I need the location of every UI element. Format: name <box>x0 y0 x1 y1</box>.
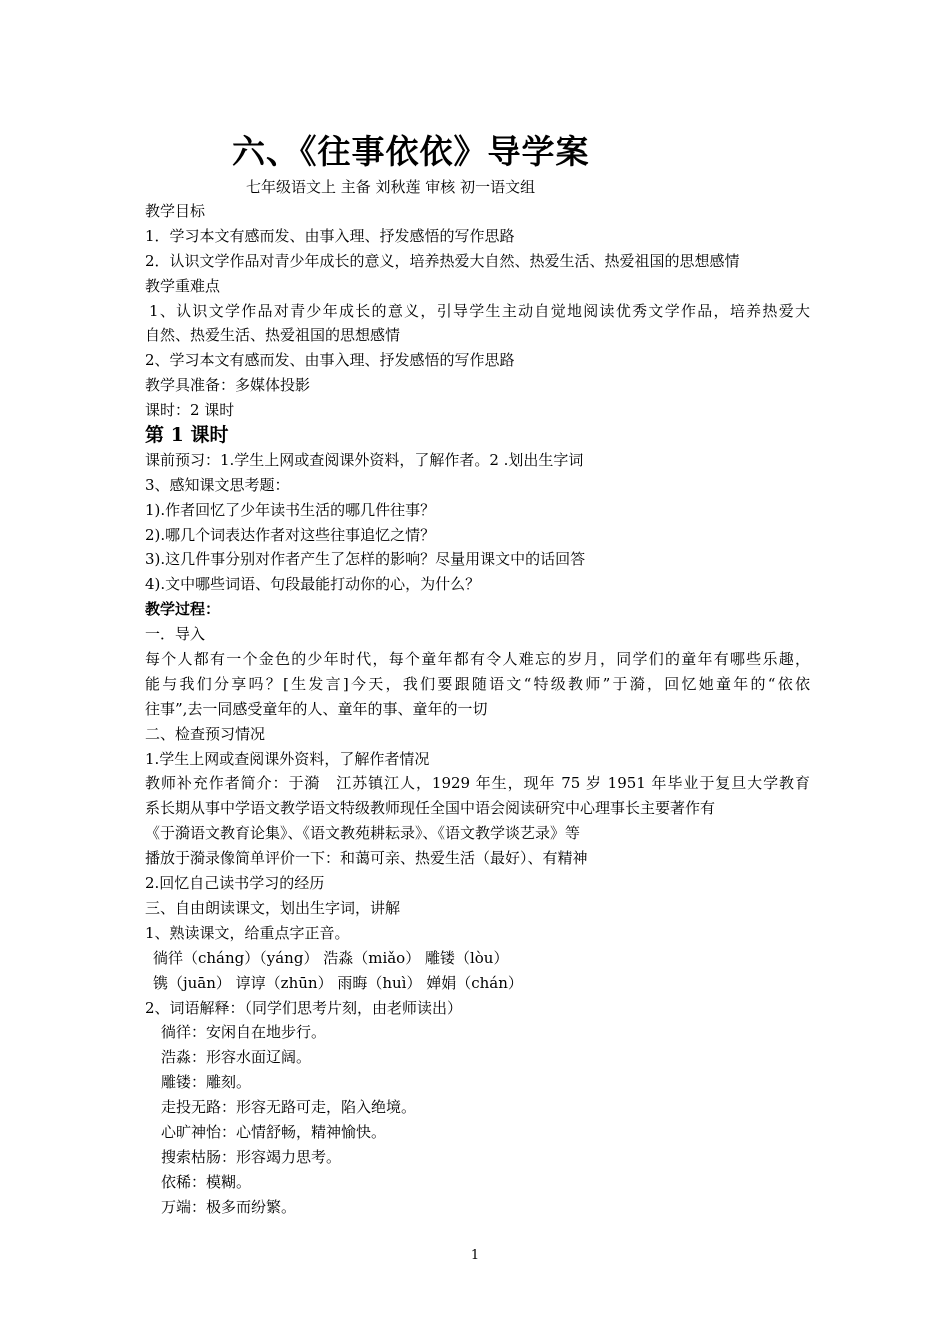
text-line: 3、感知课文思考题： <box>145 475 290 494</box>
document-body <box>145 199 810 1220</box>
question-line: 4).文中哪些词语、句段最能打动你的心，为什么？ <box>145 575 481 594</box>
text-line: 自然、热爱生活、热爱祖国的思想感情 <box>145 326 401 345</box>
definition-line: 万端：极多而纷繁。 <box>161 1197 297 1216</box>
definition-line: 搜索枯肠：形容竭力思考。 <box>161 1147 342 1166</box>
definition-line: 雕镂：雕刻。 <box>161 1073 252 1092</box>
text-line: 1、熟读课文，给重点字正音。 <box>145 923 350 942</box>
section-heading: 教学目标 <box>145 202 206 220</box>
text-line: 2.回忆自己读书学习的经历 <box>145 874 325 893</box>
section-heading: 教学重难点 <box>145 276 221 295</box>
question-line: 2).哪几个词表达作者对这些往事追忆之情？ <box>145 525 436 544</box>
definition-line: 依稀：模糊。 <box>161 1172 252 1191</box>
definition-line: 心旷神怡：心情舒畅，精神愉快。 <box>161 1122 387 1141</box>
definition-line: 走投无路：形容无路可走，陷入绝境。 <box>161 1098 417 1117</box>
text-line: 课前预习：1.学生上网或查阅课外资料，了解作者。2 .划出生字词 <box>145 450 584 469</box>
text-line: 一．导入 <box>145 625 206 644</box>
text-line: 《于漪语文教育论集》、《语文教苑耕耘录》、《语文教学谈艺录》等 <box>145 824 581 843</box>
text-line: 二、检查预习情况 <box>145 724 266 743</box>
definition-line: 徜徉：安闲自在地步行。 <box>161 1023 327 1042</box>
pinyin-line: 镌（juān） 谆谆（zhūn） 雨晦（huì） 婵娟（chán） <box>153 973 523 992</box>
text-line: 1.学生上网或查阅课外资料，了解作者情况 <box>145 749 430 768</box>
text-line: 1、认识文学作品对青少年成长的意义，引导学生主动自觉地阅读优秀文学作品，培养热爱大 <box>149 301 810 320</box>
text-line: 往事”,去一同感受童年的人、童年的事、童年的一切 <box>145 699 488 718</box>
text-line: 教学具准备：多媒体投影 <box>145 376 311 395</box>
text-line: 每个人都有一个金色的少年时代，每个童年都有令人难忘的岁月，同学们的童年有哪些乐趣， <box>145 650 810 669</box>
page-number: 1 <box>470 1248 480 1263</box>
section-heading: 教学过程： <box>145 600 221 619</box>
text-line: 课时：2 课时 <box>145 401 235 420</box>
definition-line: 浩淼：形容水面辽阔。 <box>161 1048 312 1067</box>
lesson-heading: 第 1 课时 <box>145 424 229 447</box>
text-line: 三、自由朗读课文，划出生字词，讲解 <box>145 898 401 917</box>
text-line: 播放于漪录像简单评价一下：和蔼可亲、热爱生活（最好）、有精神 <box>145 849 588 868</box>
pinyin-line: 徜徉（cháng）（yáng） 浩淼（miǎo） 雕镂（lòu） <box>153 948 509 967</box>
document-title: 六、《往事依依》导学案 <box>232 132 590 171</box>
text-line: 系长期从事中学语文教学语文特级教师现任全国中语会阅读研究中心理事长主要著作有 <box>145 799 716 818</box>
text-line: 能与我们分享吗？[生发言]今天，我们要跟随语文“特级教师”于漪，回忆她童年的“依依 <box>145 674 810 693</box>
question-line: 1).作者回忆了少年读书生活的哪几件往事？ <box>145 500 436 519</box>
text-line: 教师补充作者简介：于漪 江苏镇江人，1929 年生，现年 75 岁 1951 年毕业于复旦大学教育 <box>145 774 810 793</box>
question-line: 3).这几件事分别对作者产生了怎样的影响？尽量用课文中的话回答 <box>145 550 586 569</box>
text-line: 2、词语解释：（同学们思考片刻，由老师读出） <box>145 998 463 1017</box>
document-subtitle: 七年级语文上 主备 刘秋莲 审核 初一语文组 <box>246 178 536 196</box>
text-line: 2、学习本文有感而发、由事入理、抒发感悟的写作思路 <box>145 351 515 370</box>
text-line: 2．认识文学作品对青少年成长的意义，培养热爱大自然、热爱生活、热爱祖国的思想感情 <box>145 251 740 270</box>
text-line: 1．学习本文有感而发、由事入理、抒发感悟的写作思路 <box>145 226 515 245</box>
